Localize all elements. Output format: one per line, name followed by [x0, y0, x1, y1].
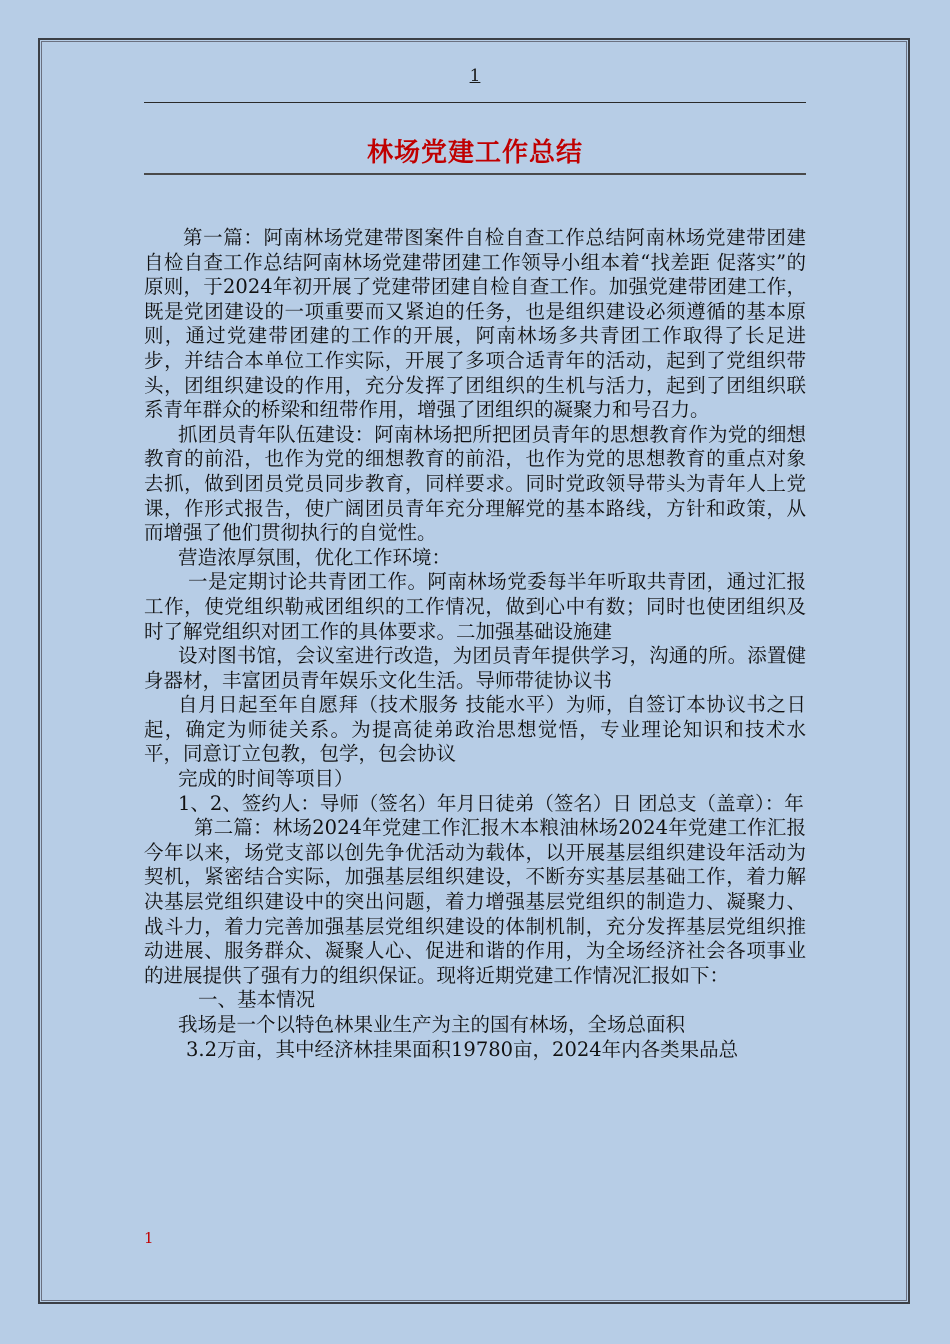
paragraph: 1、2、签约人：导师（签名）年月日徒弟（签名）日 团总支（盖章）：年 — [178, 791, 804, 815]
paragraph: 一是定期讨论共青团工作。阿南林场党委每半年听取共青团，通过汇报工作，使党组织勒戒团组织的工作情况，做到心中有数；同时也使团组织及时了解党组织对团工作的具体要求。二加强基础设施建 — [144, 570, 806, 643]
paragraph: 设对图书馆，会议室进行改造，为团员青年提供学习，沟通的所。添置健身器材，丰富团员青年娱乐文化生活。导师带徒协议书 — [144, 644, 806, 692]
paragraph: 第二篇：林场2024年党建工作汇报木本粮油林场2024年党建工作汇报今年以来，场党支部以创先争优活动为载体，以开展基层组织建设年活动为契机，紧密结合实际，加强基层组织建设，不断夯实基层基础工作，着力解决基层党组织建设中的突出问题，着力增强基层党组织的制造力、凝聚力、战斗力，着力完善加强基层党组织建设的体制机制，充分发挥基层党组织推动进展、服务群众、凝聚人心、促进和谐的作用，为全场经济社会各项事业的进展提供了强有力的组织保证。现将近期党建工作情况汇报如下： — [144, 816, 806, 987]
title-rule — [144, 173, 806, 175]
paragraph: 营造浓厚氛围，优化工作环境： — [178, 545, 452, 569]
paragraph: 我场是一个以特色林果业生产为主的国有林场，全场总面积 — [178, 1013, 686, 1036]
document-body — [144, 226, 806, 1062]
paragraph: 抓团员青年队伍建设：阿南林场把所把团员青年的思想教育作为党的细想教育的前沿，也作为党的细想教育的前沿，也作为党的思想教育的重点对象去抓，做到团员党员同步教育，同样要求。同时党政领导带头为青年人上党课，作形式报告，使广阔团员青年充分理解党的基本路线，方针和政策，从而增强了他们贯彻执行的自觉性。 — [144, 422, 806, 545]
header-rule — [144, 102, 806, 103]
footer-page-number: 1 — [144, 1229, 154, 1247]
paragraph: 一、基本情况 — [198, 988, 316, 1012]
paragraph: 3.2万亩，其中经济林挂果面积19780亩，2024年内各类果品总 — [186, 1037, 739, 1061]
header-page-number: 1 — [469, 66, 481, 86]
paragraph: 完成的时间等项目） — [178, 767, 354, 791]
paragraph: 自月日起至年自愿拜（技术服务 技能水平）为师，自签订本协议书之日起，确定为师徒关系。为提高徒弟政治思想觉悟，专业理论知识和技术水平，同意订立包教，包学，包会协议 — [144, 693, 806, 766]
document-title: 林场党建工作总结 — [366, 138, 583, 168]
paragraph: 第一篇：阿南林场党建带图案件自检自查工作总结阿南林场党建带团建自检自查工作总结阿南林场党建带团建工作领导小组本着“找差距 促落实”的原则，于2024年初开展了党建带团建自检自查工作。加强党建带团建工作，既是党团建设的一项重要而又紧迫的任务，也是组织建设必须遵循的基本原则，通过党建带团建的工作的开展，阿南林场多共青团工作取得了长足进步，并结合本单位工作实际，开展了多项合适青年的活动，起到了党组织带头，团组织建设的作用，充分发挥了团组织的生机与活力，起到了团组织联系青年群众的桥梁和纽带作用，增强了团组织的凝聚力和号召力。 — [144, 226, 806, 422]
